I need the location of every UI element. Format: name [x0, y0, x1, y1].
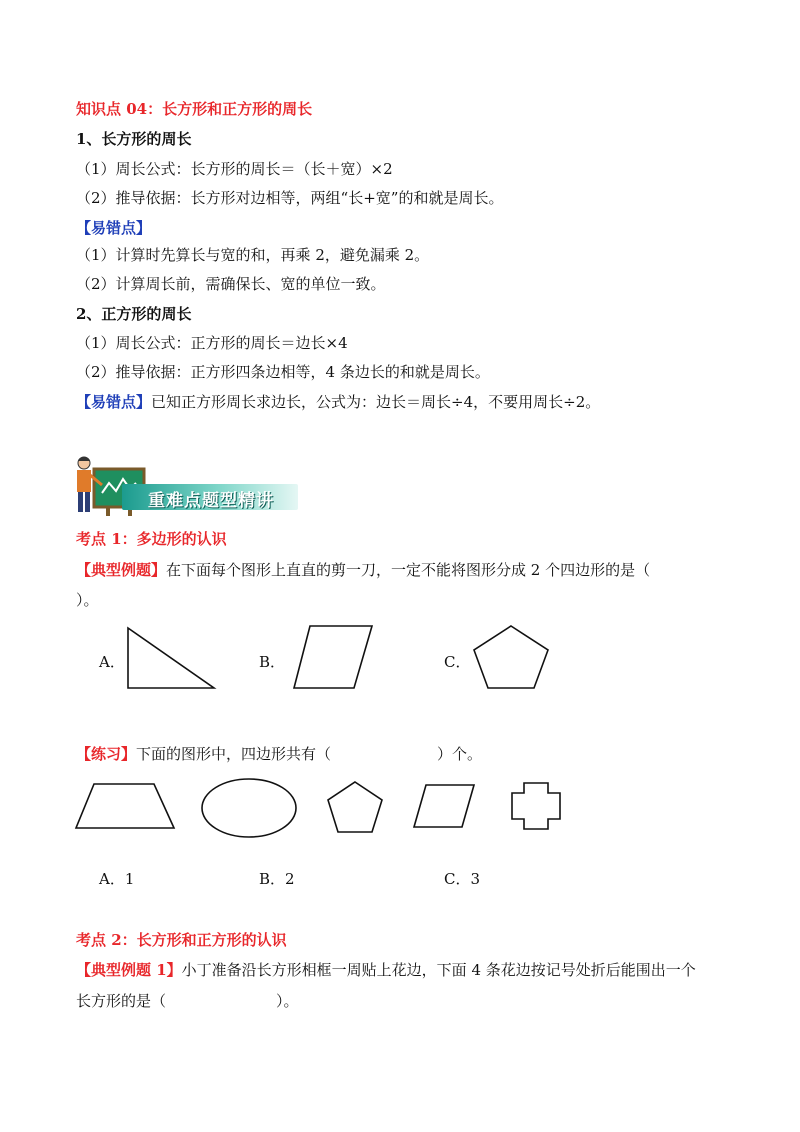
- option-a-label: A．: [99, 653, 125, 671]
- kp1-example-line: [76, 560, 650, 580]
- section-2-title: 2、正方形的周长: [76, 305, 192, 323]
- square-formula-line: （1）周长公式：正方形的周长＝边长×4: [76, 334, 348, 352]
- kp1-example-text: 在下面每个图形上直直的剪一刀，一定不能将图形分成 2 个四边形的是（: [166, 561, 651, 579]
- practice-tag: 【练习】: [76, 745, 137, 763]
- square-error-line: [76, 392, 600, 412]
- practice-text: 下面的图形中，四边形共有（: [136, 745, 332, 763]
- section-1-title: 1、长方形的周长: [76, 130, 192, 148]
- answer-c: C．3: [444, 870, 481, 888]
- error-tag-2: 【易错点】: [76, 393, 152, 411]
- section-banner: [72, 455, 302, 517]
- practice-line: [76, 744, 482, 764]
- answer-a: A．1: [99, 870, 135, 888]
- option-c-label: C．: [444, 653, 471, 671]
- option-b-label: B．: [259, 653, 286, 671]
- kp2-title: 考点 2：长方形和正方形的认识: [76, 931, 287, 949]
- rect-basis-line: （2）推导依据：长方形对边相等，两组“长+宽”的和就是周长。: [76, 189, 504, 207]
- square-error-text: 已知正方形周长求边长，公式为：边长＝周长÷4，不要用周长÷2。: [151, 393, 601, 411]
- trapezoid-shape: [74, 782, 176, 830]
- rect-formula-line: （1）周长公式：长方形的周长＝（长＋宽）×2: [76, 160, 393, 178]
- banner-title: 重难点题型精讲: [148, 491, 274, 511]
- cross-shape: [510, 781, 562, 831]
- kp1-example-tag: 【典型例题】: [76, 561, 167, 579]
- practice-close: ）个。: [437, 745, 483, 763]
- pentagon-shape: [472, 624, 550, 690]
- kp2-example-text: 小丁准备沿长方形相框一周贴上花边，下面 4 条花边按记号处折后能围出一个: [181, 961, 696, 979]
- error-point-1: （1）计算时先算长与宽的和，再乘 2，避免漏乘 2。: [76, 246, 430, 264]
- kp2-example-line: [76, 960, 696, 980]
- triangle-shape: [126, 626, 216, 690]
- kp2-example-tag: 【典型例题 1】: [76, 961, 182, 979]
- ellipse-shape: [200, 777, 298, 839]
- knowledge-title: 知识点 04：长方形和正方形的周长: [76, 100, 313, 118]
- small-pentagon-shape: [326, 780, 384, 834]
- small-parallelogram-shape: [412, 783, 476, 829]
- kp1-title: 考点 1：多边形的认识: [76, 530, 227, 548]
- kp1-example-close: ）。: [76, 591, 99, 609]
- square-basis-line: （2）推导依据：正方形四条边相等，4 条边长的和就是周长。: [76, 363, 490, 381]
- error-point-2: （2）计算周长前，需确保长、宽的单位一致。: [76, 275, 386, 293]
- kp2-example-line2: [76, 991, 299, 1011]
- kp2-example-line2-a: 长方形的是（: [76, 992, 167, 1010]
- parallelogram-shape: [292, 624, 374, 690]
- error-tag-1: 【易错点】: [76, 219, 152, 237]
- kp2-example-line2-b: ）。: [276, 992, 299, 1010]
- answer-b: B．2: [259, 870, 295, 888]
